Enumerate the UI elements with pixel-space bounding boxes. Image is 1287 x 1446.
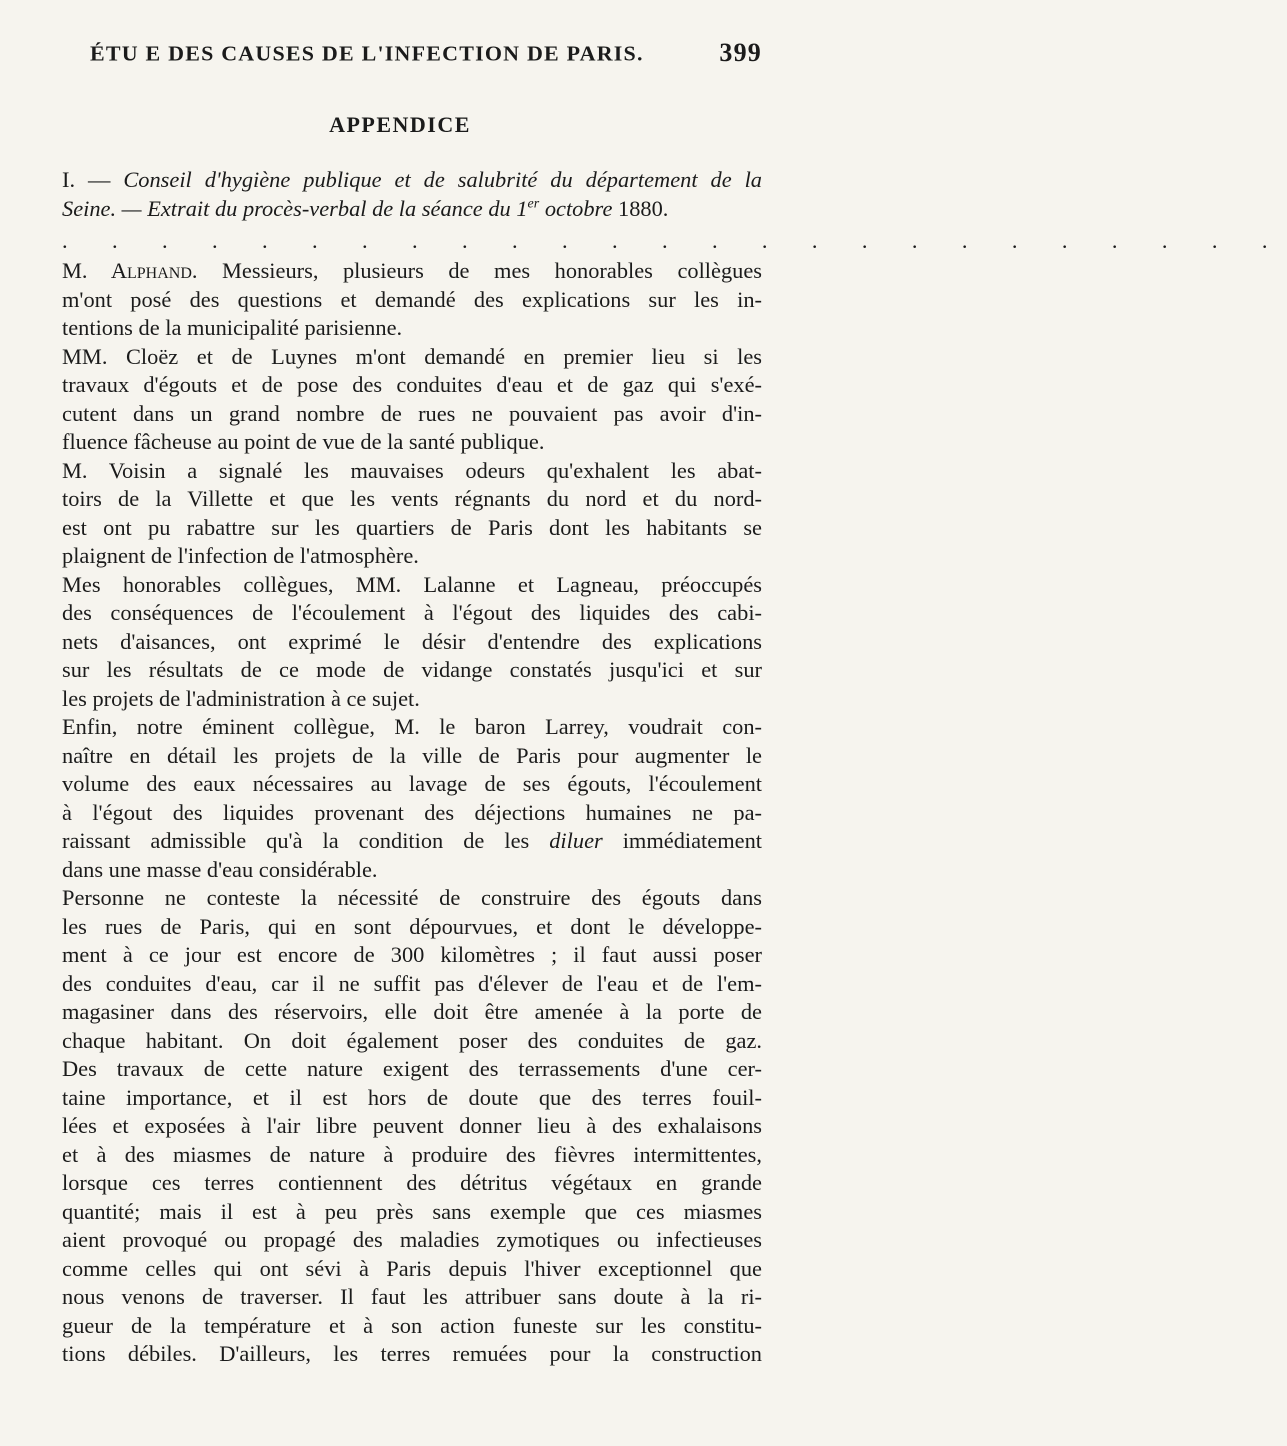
text-line — [62, 1112, 762, 1141]
paragraph-lines — [62, 257, 762, 1369]
line-text: tions débiles. D'ailleurs, les terres remuées pour la construction — [62, 1341, 762, 1366]
text-line — [62, 913, 762, 942]
text-line — [62, 571, 762, 600]
line-text: à l'égout des liquides provenant des déjections humaines ne pa- — [62, 799, 762, 825]
line-text: m'ont posé des questions et demandé des explications sur les in- — [62, 286, 762, 312]
line-text: dans une masse d'eau considérable. — [62, 856, 378, 882]
line-text: comme celles qui ont sévi à Paris depuis l'hiver exceptionnel que — [62, 1255, 762, 1281]
line-text: nous venons de traverser. Il faut les attribuer sans doute à la ri- — [62, 1284, 762, 1309]
text-line — [62, 685, 762, 714]
line-text: et à des miasmes de nature à produire des fièvres intermittentes, — [62, 1141, 762, 1167]
line-text: quantité; mais il est à peu près sans exemple que ces miasmes — [62, 1198, 762, 1224]
text-line — [62, 1255, 762, 1284]
text-line — [62, 941, 762, 970]
section-heading-line2a: Seine. — Extrait du procès-verbal de la séance du 1 — [62, 195, 528, 221]
section-heading — [62, 166, 762, 223]
page-number: 399 — [719, 38, 762, 67]
text-line — [62, 1169, 762, 1198]
running-head — [90, 38, 762, 68]
text-line — [62, 514, 762, 543]
line-text: gueur de la température et à son action funeste sur les constitu- — [62, 1312, 762, 1338]
text-line — [62, 542, 762, 571]
text-line — [62, 371, 762, 400]
line-text: Messieurs, plusieurs de mes honorables collègues — [197, 258, 762, 283]
text-line — [62, 1084, 762, 1113]
text-line — [62, 457, 762, 486]
text-line — [62, 856, 762, 885]
text-line — [62, 742, 762, 771]
line-text: des conséquences de l'écoulement à l'égout des liquides des cabi- — [62, 600, 762, 625]
line-text: des conduites d'eau, car il ne suffit pas d'élever de l'eau et de l'em- — [62, 970, 762, 996]
line-text: travaux d'égouts et de pose des conduites d'eau et de gaz qui s'exé- — [62, 372, 762, 397]
text-line — [62, 257, 762, 286]
text-line — [62, 1283, 762, 1312]
text-line — [62, 314, 762, 343]
speaker-name: M. Alphand. — [62, 258, 198, 283]
text-line — [62, 485, 762, 514]
text-line — [62, 884, 762, 913]
line-text: naître en détail les projets de la ville de Paris pour augmenter le — [62, 742, 762, 768]
text-line — [62, 1055, 762, 1084]
text-line — [62, 1027, 762, 1056]
text-line — [62, 628, 762, 657]
line-text: fluence fâcheuse au point de vue de la santé publique. — [62, 429, 545, 454]
text-line — [62, 970, 762, 999]
line-text: sur les résultats de ce mode de vidange constatés jusqu'ici et sur — [62, 657, 762, 682]
line-text: MM. Cloëz et de Luynes m'ont demandé en premier lieu si les — [62, 343, 762, 369]
text-line — [62, 343, 762, 372]
line-text: aient provoqué ou propagé des maladies zymotiques ou infectieuses — [62, 1227, 762, 1252]
text-line — [62, 770, 762, 799]
line-text: M. Voisin a signalé les mauvaises odeurs qu'exhalent les abat- — [62, 457, 762, 483]
line-text: immédiatement — [602, 828, 762, 853]
line-text: raissant admissible qu'à la condition de les — [62, 828, 550, 853]
line-text: volume des eaux nécessaires au lavage de ses égouts, l'écoulement — [62, 771, 762, 796]
text-line — [62, 428, 762, 457]
section-heading-year: 1880. — [618, 195, 669, 221]
line-text: toirs de la Villette et que les vents régnants du nord et du nord- — [62, 486, 762, 511]
italic-word: diluer — [549, 828, 603, 853]
line-text: les rues de Paris, qui en sont dépourvues, et dont le développe- — [62, 913, 762, 939]
text-line — [62, 998, 762, 1027]
text-line — [62, 656, 762, 685]
section-numeral: I. — — [62, 167, 111, 192]
text-line — [62, 1312, 762, 1341]
line-text: taine importance, et il est hors de doute que des terres fouil- — [62, 1084, 762, 1110]
line-text: cutent dans un grand nombre de rues ne pouvaient pas avoir d'in- — [62, 400, 762, 426]
line-text: Mes honorables collègues, MM. Lalanne et Lagneau, préoccupés — [62, 571, 762, 597]
text-line — [62, 1198, 762, 1227]
line-text: est ont pu rabattre sur les quartiers de Paris dont les habitants se — [62, 514, 762, 540]
running-head-title: ÉTU E DES CAUSES DE L'INFECTION DE PARIS. — [90, 41, 644, 66]
text-line — [62, 827, 762, 856]
line-text: plaignent de l'infection de l'atmosphère. — [62, 543, 419, 568]
ellipsis-row: . . . . . . . . . . . . . . . . . . . . . . . . . — [62, 228, 1287, 253]
text-line — [62, 713, 762, 742]
line-text: ment à ce jour est encore de 300 kilomètres ; il faut aussi poser — [62, 942, 762, 967]
section-heading-month: octobre — [544, 195, 613, 221]
text-line — [62, 286, 762, 315]
text-line — [62, 799, 762, 828]
body-text — [62, 166, 1287, 1369]
section-heading-line1: Conseil d'hygiène publique et de salubrité du département de la — [123, 167, 762, 192]
line-text: lées et exposées à l'air libre peuvent donner lieu à des exhalaisons — [62, 1113, 762, 1138]
text-line — [62, 1340, 762, 1369]
text-line — [62, 599, 762, 628]
line-text: Enfin, notre éminent collègue, M. le baron Larrey, voudrait con- — [62, 714, 762, 739]
line-text: tentions de la municipalité parisienne. — [62, 315, 403, 340]
appendix-title: APPENDICE — [329, 112, 471, 137]
text-line — [62, 400, 762, 429]
line-text: magasiner dans des réservoirs, elle doit être amenée à la porte de — [62, 999, 762, 1024]
line-text: les projets de l'administration à ce sujet. — [62, 685, 420, 711]
line-text: lorsque ces terres contiennent des détritus végétaux en grande — [62, 1170, 762, 1195]
text-line — [62, 1226, 762, 1255]
line-text: Des travaux de cette nature exigent des terrassements d'une cer- — [62, 1056, 762, 1081]
line-text: Personne ne conteste la nécessité de construire des égouts dans — [62, 885, 762, 910]
section-heading-sup: er — [527, 196, 540, 212]
line-text: nets d'aisances, ont exprimé le désir d'entendre des explications — [62, 628, 762, 654]
text-line — [62, 1141, 762, 1170]
line-text: chaque habitant. On doit également poser des conduites de gaz. — [62, 1027, 762, 1053]
